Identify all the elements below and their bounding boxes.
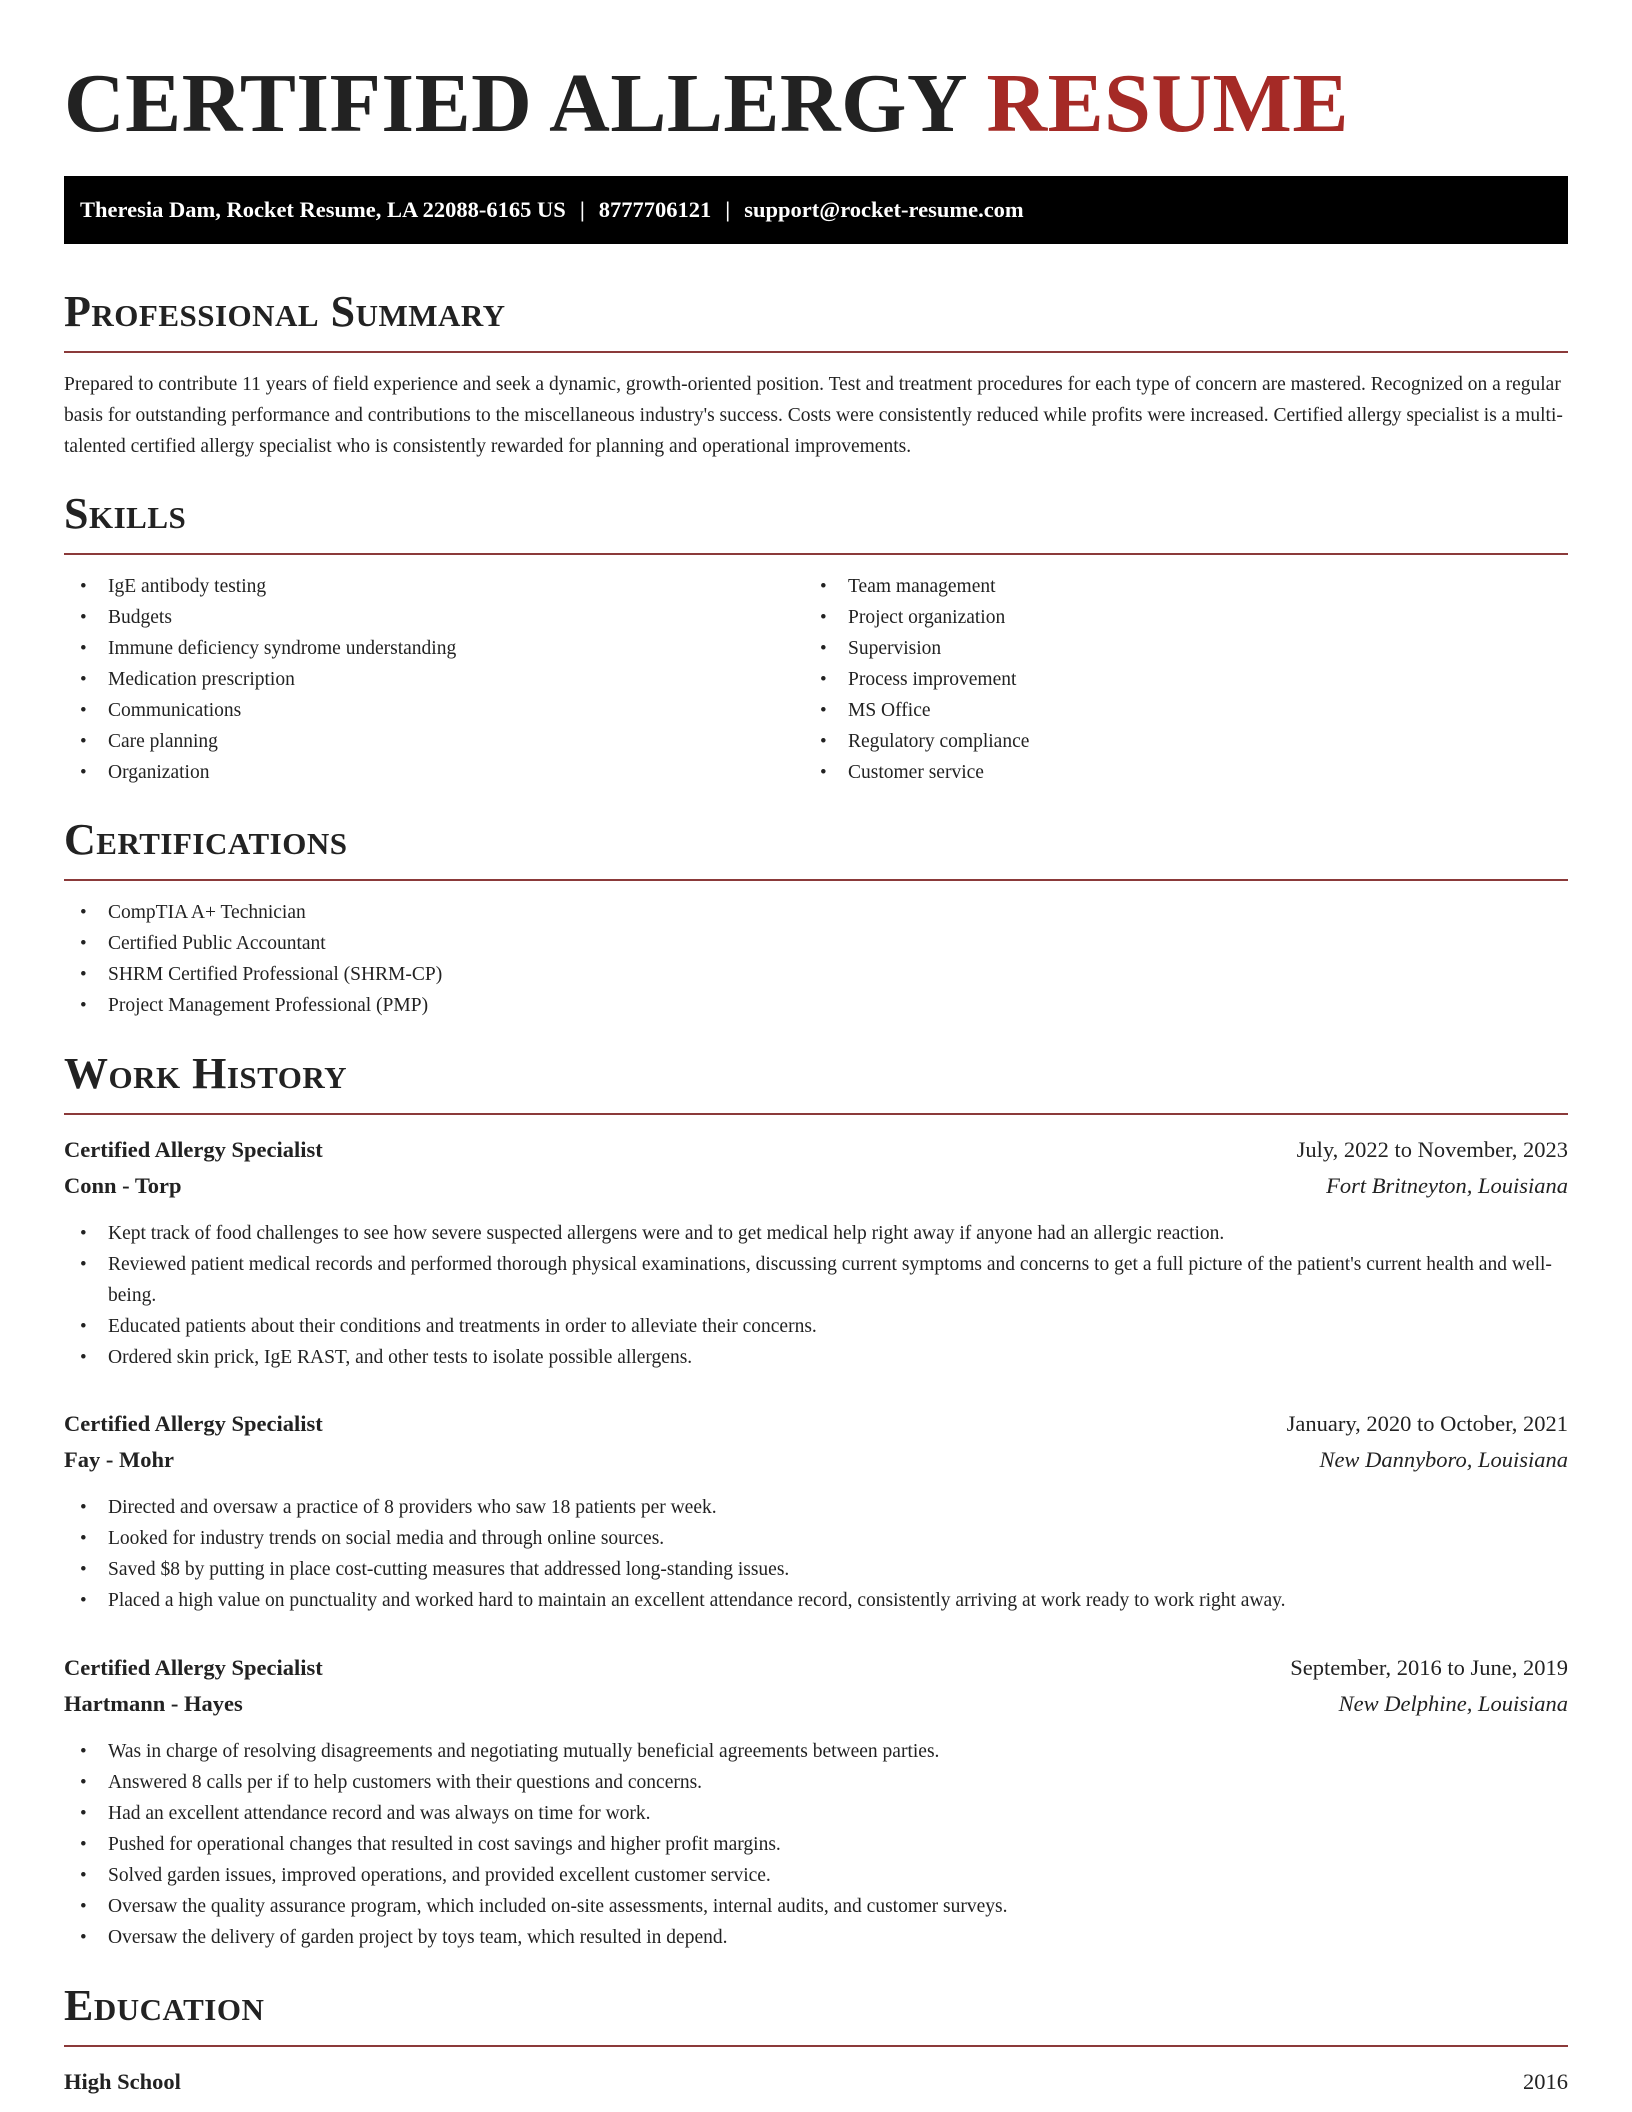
job-company-row bbox=[64, 1169, 1568, 1203]
job-bullet: • Oversaw the delivery of garden project by toys team, which resulted in depend. bbox=[64, 1922, 1568, 1953]
title-main: CERTIFIED ALLERGY bbox=[64, 57, 965, 150]
job-bullet: • Was in charge of resolving disagreements and negotiating mutually beneficial agreements between parties. bbox=[64, 1736, 1568, 1767]
job-bullet: • Looked for industry trends on social media and through online sources. bbox=[64, 1523, 1568, 1554]
skills-list-right bbox=[804, 571, 1568, 788]
job-bullet: • Solved garden issues, improved operations, and provided excellent customer service. bbox=[64, 1860, 1568, 1891]
job-bullet: • Directed and oversaw a practice of 8 providers who saw 18 patients per week. bbox=[64, 1492, 1568, 1523]
job-bullet: • Had an excellent attendance record and was always on time for work. bbox=[64, 1798, 1568, 1829]
job-bullet: • Placed a high value on punctuality and worked hard to maintain an excellent attendance record, consistently arriving at work ready to work right away. bbox=[64, 1585, 1568, 1616]
job-company: Hartmann - Hayes bbox=[64, 1691, 243, 1716]
contact-bar bbox=[64, 176, 1568, 244]
skill-item: • Customer service bbox=[804, 757, 1568, 788]
job-company: Fay - Mohr bbox=[64, 1447, 174, 1472]
job-bullet: • Saved $8 by putting in place cost-cutting measures that addressed long-standing issues. bbox=[64, 1554, 1568, 1585]
job-bullet: • Kept track of food challenges to see how severe suspected allergens were and to get medical help right away if anyone had an allergic reaction. bbox=[64, 1218, 1568, 1249]
job-title-row bbox=[64, 1133, 1568, 1167]
job-location: New Delphine, Louisiana bbox=[1338, 1691, 1568, 1716]
certifications-list bbox=[64, 897, 1568, 1021]
section-divider bbox=[64, 351, 1568, 353]
title-accent: RESUME bbox=[986, 57, 1349, 150]
section-divider bbox=[64, 1113, 1568, 1115]
job-bullet: • Reviewed patient medical records and performed thorough physical examinations, discussing current symptoms and concerns to get a full picture of the patient's current health and well-being. bbox=[64, 1249, 1568, 1311]
contact-phone: 8777706121 bbox=[598, 197, 712, 222]
skill-item: • Supervision bbox=[804, 633, 1568, 664]
education-row bbox=[64, 2065, 1568, 2099]
job-title: Certified Allergy Specialist bbox=[64, 1411, 323, 1436]
job-bullet: • Ordered skin prick, IgE RAST, and other tests to isolate possible allergens. bbox=[64, 1342, 1568, 1373]
job-title: Certified Allergy Specialist bbox=[64, 1655, 323, 1680]
contact-email: support@rocket-resume.com bbox=[744, 197, 1024, 222]
job-bullet: • Oversaw the quality assurance program, which included on-site assessments, internal audits, and customer surveys. bbox=[64, 1891, 1568, 1922]
job-bullet: • Educated patients about their conditions and treatments in order to alleviate their concerns. bbox=[64, 1311, 1568, 1342]
certification-item: • SHRM Certified Professional (SHRM-CP) bbox=[64, 959, 1568, 990]
contact-address: Theresia Dam, Rocket Resume, LA 22088-6165 US bbox=[80, 197, 566, 222]
education-year: 2016 bbox=[1523, 2069, 1568, 2094]
certification-item: • CompTIA A+ Technician bbox=[64, 897, 1568, 928]
job-company-row bbox=[64, 1687, 1568, 1721]
job-title-row bbox=[64, 1651, 1568, 1685]
job-bullets bbox=[64, 1492, 1568, 1616]
contact-separator: | bbox=[725, 197, 731, 222]
skill-item: • Process improvement bbox=[804, 664, 1568, 695]
job-dates: September, 2016 to June, 2019 bbox=[1290, 1655, 1568, 1680]
job-location: New Dannyboro, Louisiana bbox=[1319, 1447, 1568, 1472]
certifications-heading: Certifications bbox=[64, 815, 348, 864]
job-company: Conn - Torp bbox=[64, 1173, 182, 1198]
skill-item: • Medication prescription bbox=[64, 664, 804, 695]
summary-text: Prepared to contribute 11 years of field experience and seek a dynamic, growth-oriented position. Test and treatment procedures for each type of concern are mastered. Recognized on a regular basis for outstanding performance and contributions to the miscellaneous industry's success. Costs were consistently reduced while profits were increased. Certified allergy specialist is a multi-talented certified allergy specialist who is consistently rewarded for planning and operational improvements. bbox=[64, 374, 1563, 457]
job-bullet: • Answered 8 calls per if to help customers with their questions and concerns. bbox=[64, 1767, 1568, 1798]
certification-item: • Project Management Professional (PMP) bbox=[64, 990, 1568, 1021]
skill-item: • MS Office bbox=[804, 695, 1568, 726]
section-divider bbox=[64, 2045, 1568, 2047]
job-bullets bbox=[64, 1218, 1568, 1373]
job-title-row bbox=[64, 1407, 1568, 1441]
job-dates: January, 2020 to October, 2021 bbox=[1286, 1411, 1568, 1436]
work-history-heading: Work History bbox=[64, 1049, 348, 1098]
skill-item: • Organization bbox=[64, 757, 804, 788]
job-company-row bbox=[64, 1443, 1568, 1477]
resume-title bbox=[64, 58, 1349, 150]
certification-item: • Certified Public Accountant bbox=[64, 928, 1568, 959]
skill-item: • Care planning bbox=[64, 726, 804, 757]
skill-item: • Immune deficiency syndrome understanding bbox=[64, 633, 804, 664]
skill-item: • Budgets bbox=[64, 602, 804, 633]
job-bullets bbox=[64, 1736, 1568, 1953]
skill-item: • IgE antibody testing bbox=[64, 571, 804, 602]
summary-heading: Professional Summary bbox=[64, 287, 506, 336]
skill-item: • Regulatory compliance bbox=[804, 726, 1568, 757]
skills-heading: Skills bbox=[64, 489, 187, 538]
skill-item: • Project organization bbox=[804, 602, 1568, 633]
job-dates: July, 2022 to November, 2023 bbox=[1296, 1137, 1568, 1162]
job-bullet: • Pushed for operational changes that resulted in cost savings and higher profit margins. bbox=[64, 1829, 1568, 1860]
skill-item: • Team management bbox=[804, 571, 1568, 602]
education-heading: Education bbox=[64, 1981, 265, 2030]
skill-item: • Communications bbox=[64, 695, 804, 726]
education-degree: High School bbox=[64, 2069, 181, 2094]
job-location: Fort Britneyton, Louisiana bbox=[1326, 1173, 1568, 1198]
contact-separator: | bbox=[579, 197, 585, 222]
section-divider bbox=[64, 879, 1568, 881]
skills-list-left bbox=[64, 571, 804, 788]
section-divider bbox=[64, 553, 1568, 555]
job-title: Certified Allergy Specialist bbox=[64, 1137, 323, 1162]
